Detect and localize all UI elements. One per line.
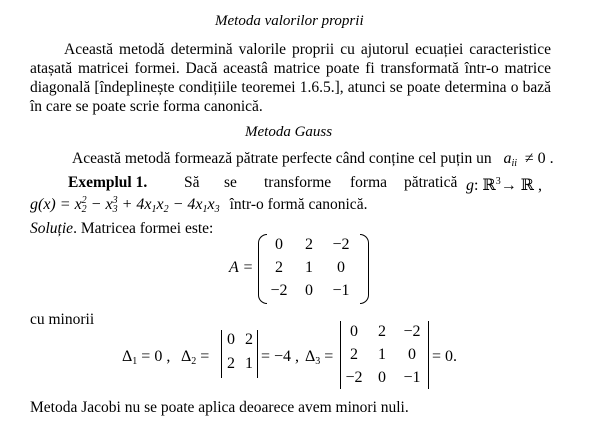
example-word: transforme	[264, 174, 332, 191]
coefficient-symbol: $a_{ii}$	[503, 150, 518, 169]
g-term: − $4x_1x_3$	[172, 196, 220, 215]
matrix-cell: −2	[270, 282, 288, 299]
det-cell: 0	[378, 369, 386, 386]
matrix-cell: 2	[275, 259, 283, 276]
det-cell: 2	[245, 331, 253, 348]
g-lhs: g(x) =	[30, 196, 71, 213]
matrix-cell: 0	[337, 259, 345, 276]
minor-delta-1: $\Delta_1 = 0$ ,	[122, 348, 171, 367]
g-term: + $4x_1x_2$	[121, 196, 169, 215]
matrix-cell: 0	[305, 282, 313, 299]
det3-right-bar	[428, 321, 429, 389]
paragraph-line: Această metodă determină valorile proprii cu ajutorul ecuației caracteristice	[64, 41, 551, 58]
det-cell: −1	[403, 369, 421, 386]
conclusion-text: Metoda Jacobi nu se poate aplica deoarece avem minori nuli.	[30, 399, 409, 416]
det-cell: 2	[378, 323, 386, 340]
map-definition: g: ℝ$^3$→ ℝ ,	[466, 176, 543, 194]
example-label: Exemplul 1	[68, 174, 144, 191]
g-tail: într-o formă canonică.	[229, 196, 368, 213]
paragraph-line: atașată matricei formei. Dacă aceastâ matrice poate fi transformată într-o matrice	[30, 60, 551, 77]
matrix-a-name: A =	[229, 259, 254, 276]
g-term: − $x^3_3$	[90, 195, 118, 215]
matrix-cell: −2	[332, 236, 350, 253]
example-word: forma	[350, 174, 388, 191]
solution-label: Soluție	[30, 220, 74, 237]
matrix-a	[264, 236, 360, 302]
det-cell: 0	[227, 331, 235, 348]
matrix-cell: 0	[275, 236, 283, 253]
det-cell: 0	[350, 323, 358, 340]
minor-delta-3-label: $\Delta_3$ =	[305, 348, 334, 367]
g-term: $x^2_2$	[74, 195, 87, 215]
gauss-text: Această metodă formează pătrate perfecte când conține cel puțin un	[72, 150, 492, 167]
det2-left-bar	[221, 330, 222, 378]
minors-label: cu minorii	[30, 311, 95, 328]
minor-delta-2-value: = −4 ,	[261, 348, 300, 365]
det-cell: −2	[403, 323, 421, 340]
example-word: pătratică	[404, 174, 458, 191]
det-cell: 1	[245, 355, 253, 372]
matrix-cell: 1	[305, 259, 313, 276]
example-word: Să	[184, 174, 200, 191]
matrix-cell: −1	[332, 282, 350, 299]
minor-delta-2-label: $\Delta_2$ =	[181, 348, 210, 367]
det-cell: −2	[345, 369, 363, 386]
example-line: Exemplul 1. Să se transforme forma pătratică g: ℝ$^3$→ ℝ ,	[68, 174, 543, 194]
gauss-description	[72, 149, 554, 173]
section-heading-eigenvalues: Metoda valorilor proprii	[215, 13, 364, 29]
quadratic-form-definition	[30, 195, 367, 215]
example-word: se	[224, 174, 237, 191]
det-cell: 1	[378, 346, 386, 363]
det2-right-bar	[257, 330, 258, 378]
solution-line	[30, 219, 213, 238]
solution-text: . Matricea formei este:	[73, 220, 214, 237]
section-heading-gauss: Metoda Gauss	[245, 124, 333, 140]
minor-delta-3-value: = 0.	[432, 348, 458, 365]
det-cell: 2	[227, 355, 235, 372]
det-cell: 0	[408, 346, 416, 363]
det-cell: 2	[350, 346, 358, 363]
paragraph-line: în care se poate scrie forma canonică.	[30, 98, 263, 115]
matrix-cell: 2	[305, 236, 313, 253]
paragraph-line: diagonală [îndeplinește condițiile teoremei 1.6.5.], atunci se poate determina o bază	[30, 79, 551, 96]
matrix-a-right-paren	[360, 234, 369, 304]
nonzero-condition: ≠ 0 .	[524, 150, 554, 167]
